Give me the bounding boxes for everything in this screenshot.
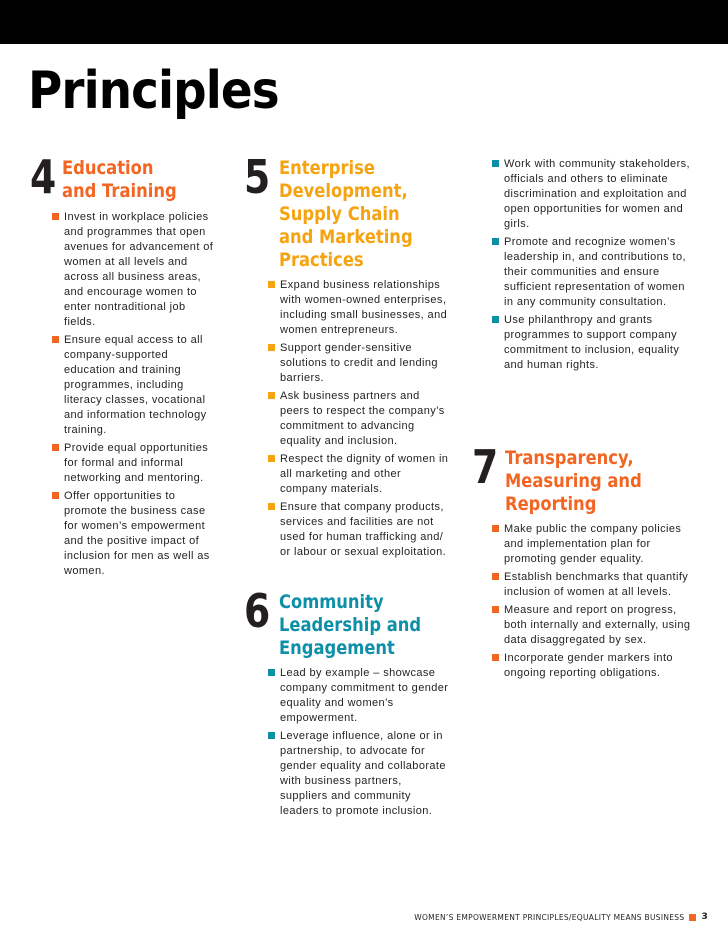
bullet-square-icon <box>492 160 499 167</box>
bullet-square-icon <box>268 669 275 676</box>
page-title: Principles <box>28 61 279 121</box>
section-5-title: Enterprise Development, Supply Chain and Marketing Practices <box>279 157 413 271</box>
bullet-square-icon <box>492 573 499 580</box>
list-item: Promote and recognize women’s leadership in, and contributions to, their communities and ensure sufficient representation of women in any community consultation. <box>490 235 690 310</box>
bullet-square-icon <box>492 238 499 245</box>
list-item: Support gender-sensitive solutions to credit and lending barriers. <box>266 341 449 386</box>
section-6-number: 6 <box>244 584 271 638</box>
bullet-square-icon <box>52 444 59 451</box>
bullet-square-icon <box>268 281 275 288</box>
list-item: Use philanthropy and grants programmes to support company commitment to inclusion, equality and human rights. <box>490 313 690 373</box>
bullet-square-icon <box>492 654 499 661</box>
section-6-continued-bullets <box>490 157 690 373</box>
section-7 <box>472 440 692 684</box>
footer-text: WOMEN’S EMPOWERMENT PRINCIPLES/EQUALITY MEANS BUSINESS <box>414 912 685 922</box>
section-6 <box>244 584 449 822</box>
list-item: Ensure that company products, services and facilities are not used for human trafficking and/ or labour or sexual exploitation. <box>266 500 449 560</box>
bullet-square-icon <box>268 732 275 739</box>
section-6-header <box>244 584 449 660</box>
section-6-title: Community Leadership and Engagement <box>279 591 422 659</box>
section-4-title: Education and Training <box>62 157 177 202</box>
section-6-bullets <box>266 666 449 819</box>
list-item: Measure and report on progress, both internally and externally, using data disaggregated by sex. <box>490 603 692 648</box>
section-4-header <box>30 150 215 204</box>
list-item: Invest in workplace policies and programmes that open avenues for advancement of women at all levels and across all business areas, and encourage women to enter nontraditional job fields. <box>50 210 215 330</box>
top-black-bar <box>0 0 728 44</box>
list-item: Lead by example – showcase company commitment to gender equality and women’s empowerment. <box>266 666 449 726</box>
list-item: Establish benchmarks that quantify inclusion of women at all levels. <box>490 570 692 600</box>
section-4 <box>30 150 215 582</box>
bullet-square-icon <box>268 344 275 351</box>
section-5-bullets <box>266 278 449 560</box>
list-item: Work with community stakeholders, officials and others to eliminate discrimination and exploitation and open opportunities for women and girls. <box>490 157 690 232</box>
list-item: Offer opportunities to promote the business case for women’s empowerment and the positive impact of inclusion for men as well as women. <box>50 489 215 579</box>
bullet-square-icon <box>492 606 499 613</box>
bullet-square-icon <box>268 455 275 462</box>
list-item: Ask business partners and peers to respect the company’s commitment to advancing equality and inclusion. <box>266 389 449 449</box>
list-item: Incorporate gender markers into ongoing reporting obligations. <box>490 651 692 681</box>
section-7-title: Transparency, Measuring and Reporting <box>505 447 642 515</box>
page-number: 3 <box>701 912 708 922</box>
bullet-square-icon <box>268 392 275 399</box>
section-6-continued <box>490 157 690 376</box>
bullet-square-icon <box>52 492 59 499</box>
footer-square-icon <box>689 914 696 921</box>
section-7-number: 7 <box>472 440 499 494</box>
bullet-square-icon <box>268 503 275 510</box>
section-7-bullets <box>490 522 692 681</box>
list-item: Leverage influence, alone or in partnership, to advocate for gender equality and collaborate with business partners, suppliers and community leaders to promote inclusion. <box>266 729 449 819</box>
list-item: Respect the dignity of women in all marketing and other company materials. <box>266 452 449 497</box>
list-item: Make public the company policies and implementation plan for promoting gender equality. <box>490 522 692 567</box>
bullet-square-icon <box>492 316 499 323</box>
section-5 <box>244 150 449 563</box>
bullet-square-icon <box>52 336 59 343</box>
section-4-bullets <box>50 210 215 579</box>
bullet-square-icon <box>492 525 499 532</box>
section-7-header <box>472 440 692 516</box>
list-item: Expand business relationships with women-owned enterprises, including small businesses, and women entrepreneurs. <box>266 278 449 338</box>
section-4-number: 4 <box>30 150 57 204</box>
list-item: Provide equal opportunities for formal and informal networking and mentoring. <box>50 441 215 486</box>
bullet-square-icon <box>52 213 59 220</box>
section-5-number: 5 <box>244 150 271 204</box>
list-item: Ensure equal access to all company-supported education and training programmes, including literacy classes, vocational and information technology training. <box>50 333 215 438</box>
section-5-header <box>244 150 449 272</box>
page-footer <box>414 912 708 922</box>
